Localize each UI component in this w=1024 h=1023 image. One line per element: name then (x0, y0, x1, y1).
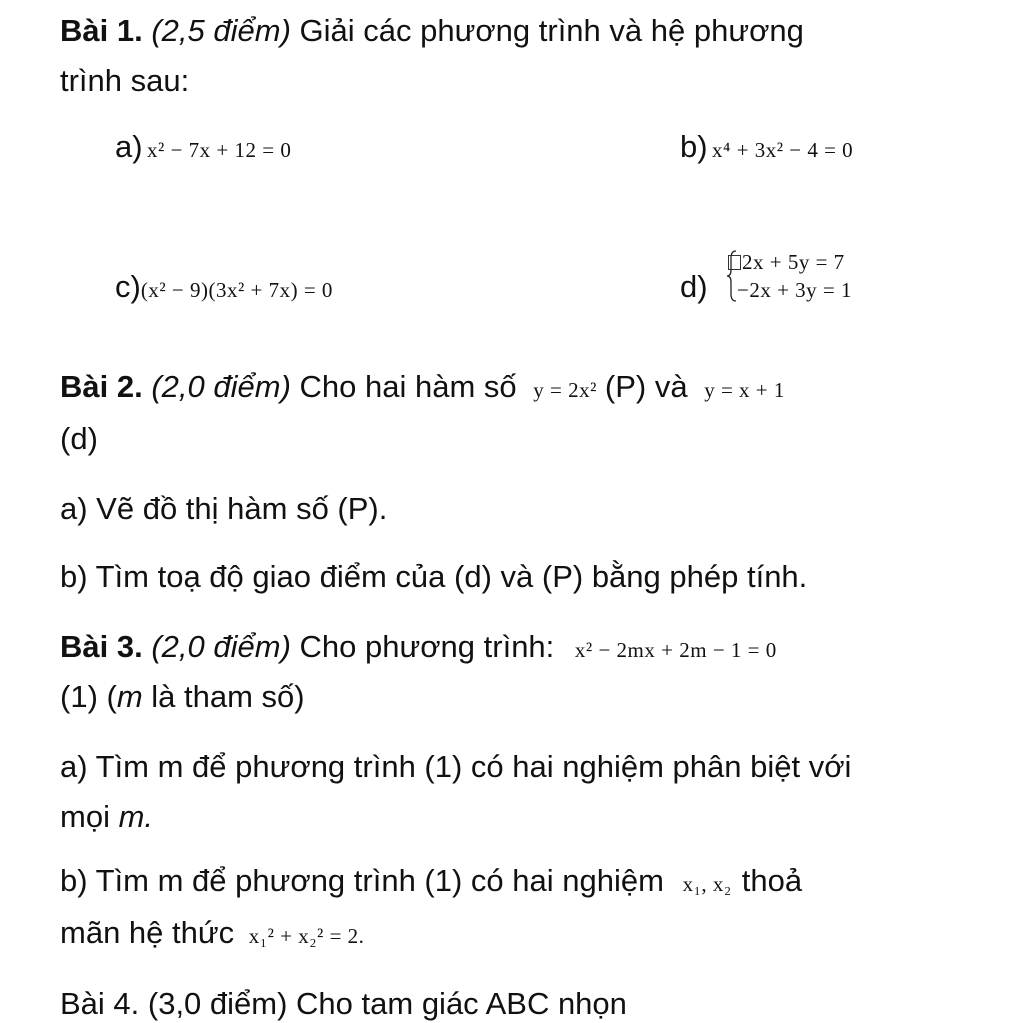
bai1-b-equation: x⁴ + 3x² − 4 = 0 (712, 138, 854, 162)
bai1-c (115, 268, 333, 312)
bai3-line2 (60, 678, 305, 716)
bai3-text2-m: m (116, 679, 143, 714)
bai1-title: Bài 1. (60, 13, 143, 48)
bai1-d-label: d) (680, 269, 708, 304)
brace-icon (727, 250, 737, 302)
bai3-b-line2 (60, 914, 364, 955)
bai2-title: Bài 2. (60, 369, 143, 404)
bai1-d-system (727, 248, 852, 304)
bai3-a-line1: a) Tìm m để phương trình (1) có hai nghiệm phân biệt với (60, 749, 852, 784)
bai3-a2-text: mọi (60, 799, 119, 834)
bai2-a: a) Vẽ đồ thị hàm số (P). (60, 491, 388, 526)
bai3-b1-end: thoả (741, 863, 803, 898)
bai2-text-p: (P) và (604, 369, 688, 404)
bai2-line2: (d) (60, 421, 98, 456)
bai1-points: (2,5 điểm) (151, 13, 291, 48)
bai2-b: b) Tìm toạ độ giao điểm của (d) và (P) bằng phép tính. (60, 559, 808, 594)
bai3-b2-equation: x₁² + x₂² = 2. (248, 924, 365, 948)
bai1-text1: Giải các phương trình và hệ phương (290, 13, 804, 48)
bai1-a-equation: x² − 7x + 12 = 0 (147, 138, 292, 162)
bai3-text2-a: (1) ( (60, 679, 117, 714)
bai1-d-eq1: 2x + 5y = 7 (742, 250, 845, 274)
bai1-a (115, 128, 291, 172)
bai3-text1: Cho phương trình: (290, 629, 555, 664)
bai3-title: Bài 3. (60, 629, 143, 664)
bai1-line1 (60, 12, 804, 50)
bai1-b (680, 128, 853, 172)
bai3-points: (2,0 điểm) (151, 629, 291, 664)
bai2-text1: Cho hai hàm số (290, 369, 517, 404)
bai3-equation: x² − 2mx + 2m − 1 = 0 (574, 638, 777, 662)
bai3-a-line2 (60, 798, 153, 836)
bai3-line1 (60, 628, 777, 669)
bai1-line2: trình sau: (60, 63, 190, 98)
bai2-eq-d: y = x + 1 (704, 378, 785, 402)
bai1-d-eq2: −2x + 3y = 1 (737, 278, 853, 302)
bai1-c-label: c) (115, 269, 141, 304)
bai3-b2-text: mãn hệ thức (60, 915, 235, 950)
bai2-line1 (60, 368, 785, 409)
bai4-cut-line: Bài 4. (3,0 điểm) Cho tam giác ABC nhọn (60, 986, 627, 1021)
bai1-a-label: a) (115, 129, 143, 164)
bai1-c-equation: (x² − 9)(3x² + 7x) = 0 (140, 278, 333, 302)
bai2-points: (2,0 điểm) (151, 369, 291, 404)
bai3-b1-text: b) Tìm m để phương trình (1) có hai nghiệm (60, 863, 664, 898)
bai2-eq-p: y = 2x² (533, 378, 597, 402)
bai3-a2-m: m. (118, 799, 154, 834)
bai1-b-label: b) (680, 129, 708, 164)
bai3-b1-equation: x₁, x₂ (682, 872, 732, 896)
bai1-d (680, 268, 708, 312)
bai3-b-line1 (60, 862, 802, 903)
bai3-text2-b: là tham số) (142, 679, 305, 714)
